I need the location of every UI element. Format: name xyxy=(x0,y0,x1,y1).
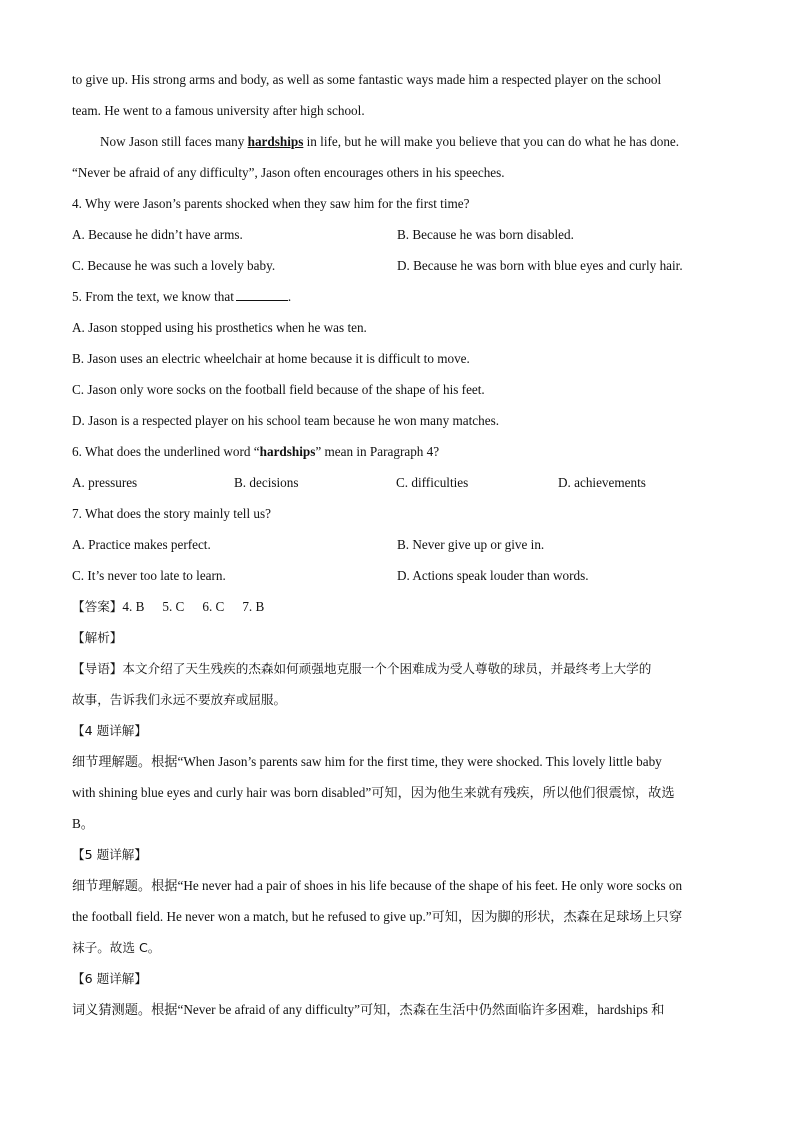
option-b: B. Jason uses an electric wheelchair at home because it is difficult to move. xyxy=(72,351,470,366)
question-text: 6. What does the underlined word “ xyxy=(72,444,260,459)
option-row xyxy=(72,529,724,560)
detail-5-line: 细节理解题。根据“He never had a pair of shoes in his life because of the shape of his feet. He only wore socks on xyxy=(72,878,683,893)
option-b: B. Because he was born disabled. xyxy=(397,227,574,242)
option-a: A. pressures xyxy=(72,475,138,490)
question-stem xyxy=(72,436,724,467)
detail-5-line: 袜子。故选 C。 xyxy=(72,940,161,955)
option-c: C. Jason only wore socks on the football field because of the shape of his feet. xyxy=(72,382,485,397)
question-stem xyxy=(72,281,724,312)
detail-6-line: 词义猜测题。根据“Never be afraid of any difficulty”可知，杰森在生活中仍然面临许多困难，hardships 和 xyxy=(72,1002,665,1017)
detail-4-line: 细节理解题。根据“When Jason’s parents saw him for the first time, they were shocked. This lovely little baby xyxy=(72,754,662,769)
option-row xyxy=(72,467,724,498)
option-d: D. Jason is a respected player on his school team because he won many matches. xyxy=(72,413,499,428)
option-b: B. decisions xyxy=(234,475,299,490)
passage-paragraph-4 xyxy=(72,126,724,157)
answer-row xyxy=(72,591,724,622)
question-stem: 4. Why were Jason’s parents shocked when they saw him for the first time? xyxy=(72,196,470,211)
passage-line: team. He went to a famous university after high school. xyxy=(72,103,365,118)
fill-blank xyxy=(236,288,288,301)
question-stem: 7. What does the story mainly tell us? xyxy=(72,506,271,521)
option-a: A. Practice makes perfect. xyxy=(72,537,211,552)
detail-6-title: 【6 题详解】 xyxy=(72,971,147,986)
option-c: C. difficulties xyxy=(396,475,469,490)
detail-5-line: the football field. He never won a match, but he refused to give up.”可知，因为脚的形状，杰森在足球场上只穿 xyxy=(72,909,683,924)
option-b: B. Never give up or give in. xyxy=(397,537,545,552)
option-d: D. achievements xyxy=(558,475,646,490)
answer-item: 4. B xyxy=(122,599,145,614)
option-row xyxy=(72,250,724,281)
intro-line: 故事，告诉我们永远不要放弃或屈服。 xyxy=(72,692,287,707)
detail-4-line: with shining blue eyes and curly hair was born disabled”可知，因为他生来就有残疾，所以他们很震惊，故选 xyxy=(72,785,675,800)
answer-item: 7. B xyxy=(242,599,265,614)
analysis-label: 【解析】 xyxy=(72,630,123,645)
keyword: hardships xyxy=(259,444,316,459)
detail-4-line: B。 xyxy=(72,816,94,831)
detail-5-title: 【5 题详解】 xyxy=(72,847,147,862)
option-a: A. Because he didn’t have arms. xyxy=(72,227,243,242)
passage-text: Now Jason still faces many xyxy=(100,134,248,149)
passage-line: “Never be afraid of any difficulty”, Jason often encourages others in his speeches. xyxy=(72,165,505,180)
underlined-keyword: hardships xyxy=(247,134,304,149)
option-row xyxy=(72,219,724,250)
answer-item: 6. C xyxy=(202,599,225,614)
answer-label: 【答案】 xyxy=(72,599,123,614)
question-text: 5. From the text, we know that xyxy=(72,289,234,304)
option-c: C. It’s never too late to learn. xyxy=(72,568,226,583)
passage-line: to give up. His strong arms and body, as well as some fantastic ways made him a respected player on the school xyxy=(72,72,662,87)
question-text-end: . xyxy=(287,289,292,304)
detail-4-title: 【4 题详解】 xyxy=(72,723,147,738)
option-a: A. Jason stopped using his prosthetics when he was ten. xyxy=(72,320,367,335)
document-page xyxy=(72,64,724,1025)
option-d: D. Because he was born with blue eyes and curly hair. xyxy=(397,258,683,273)
option-c: C. Because he was such a lovely baby. xyxy=(72,258,276,273)
question-text: ” mean in Paragraph 4? xyxy=(315,444,440,459)
option-row xyxy=(72,560,724,591)
intro-line: 【导语】本文介绍了天生残疾的杰森如何顽强地克服一个个困难成为受人尊敬的球员，并最终考上大学的 xyxy=(72,661,652,676)
answer-item: 5. C xyxy=(162,599,185,614)
option-d: D. Actions speak louder than words. xyxy=(397,568,589,583)
passage-text: in life, but he will make you believe that you can do what he has done. xyxy=(303,134,680,149)
